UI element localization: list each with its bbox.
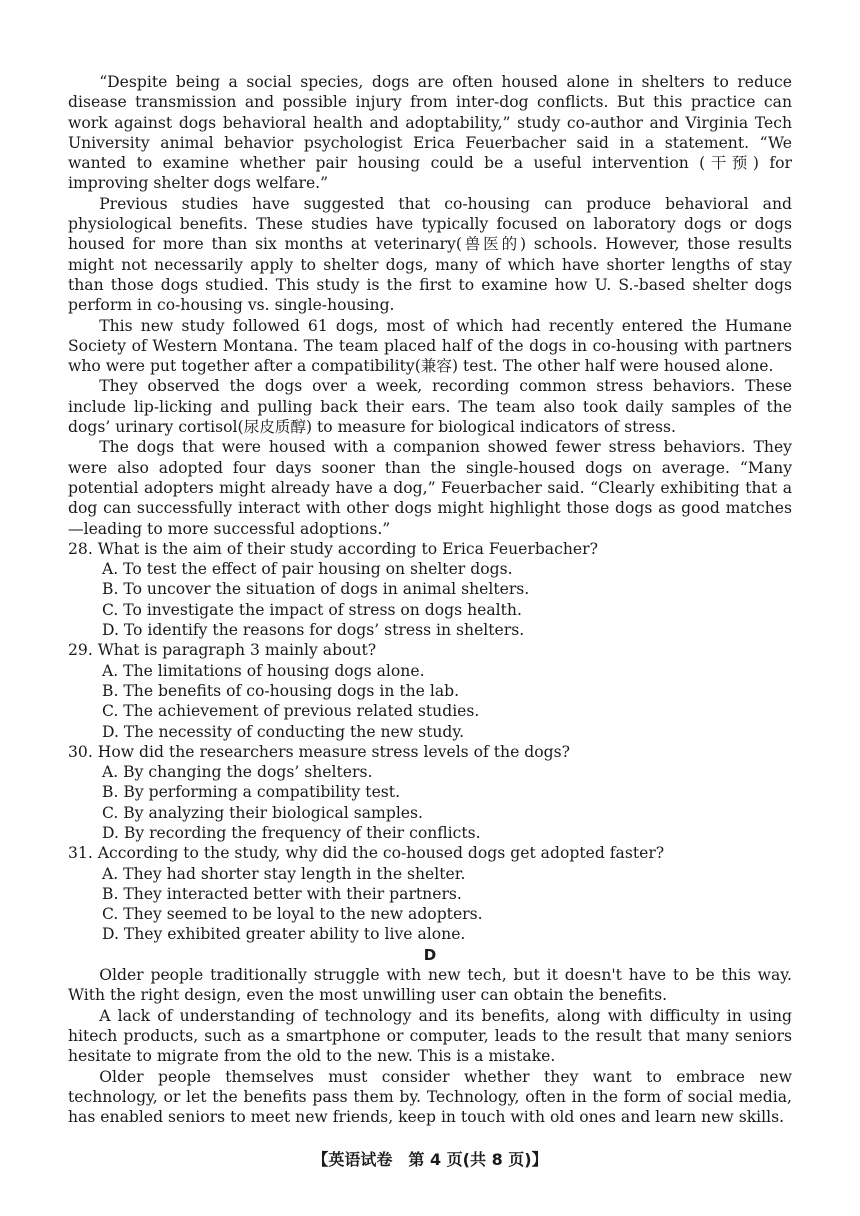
- question-30: [68, 742, 792, 843]
- answer-option: A. They had shorter stay length in the shelter.: [102, 864, 466, 883]
- answer-option: C. By analyzing their biological samples.: [102, 803, 423, 822]
- question-29: [68, 640, 792, 741]
- answer-option: D. To identify the reasons for dogs’ stress in shelters.: [102, 621, 525, 640]
- answer-option: D. They exhibited greater ability to live alone.: [102, 925, 466, 944]
- answer-option: D. By recording the frequency of their conflicts.: [102, 823, 481, 842]
- passage-c-paragraph: They observed the dogs over a week, recording common stress behaviors. These include lip-licking and pulling back their ears. The team also took daily samples of the dogs’ urinary cortisol(尿皮质醇) to measure for biological indicators of stress.: [68, 377, 792, 437]
- passage-c-paragraph: “Despite being a social species, dogs are often housed alone in shelters to reduce disease transmission and possible injury from inter-dog conflicts. But this practice can work against dogs behavioral health and adoptability,” study co-author and Virginia Tech University animal behavior psychologist Erica Feuerbacher said in a statement. “We wanted to examine whether pair housing could be a useful intervention (干预) for improving shelter dogs welfare.”: [68, 73, 792, 193]
- exam-page: [68, 72, 792, 1127]
- passage-c-paragraph: Previous studies have suggested that co-housing can produce behavioral and physiological benefits. These studies have typically focused on laboratory dogs or dogs housed for more than six months at veterinary(兽医的) schools. However, those results might not necessarily apply to shelter dogs, many of which have shorter lengths of stay than those dogs studied. This study is the first to examine how U. S.-based shelter dogs perform in co-housing vs. single-housing.: [68, 194, 792, 315]
- answer-option: A. The limitations of housing dogs alone.: [102, 661, 425, 680]
- answer-option: A. By changing the dogs’ shelters.: [102, 763, 373, 782]
- passage-d-paragraph: Older people traditionally struggle with new tech, but it doesn't have to be this way. With the right design, even the most unwilling user can obtain the benefits.: [68, 966, 792, 1005]
- question-31: [68, 843, 792, 944]
- answer-option: B. To uncover the situation of dogs in animal shelters.: [102, 580, 530, 599]
- question-stem: 28. What is the aim of their study according to Erica Feuerbacher?: [68, 539, 598, 558]
- answer-option: C. To investigate the impact of stress on dogs health.: [102, 600, 522, 619]
- section-heading: D: [423, 945, 437, 964]
- answer-option: D. The necessity of conducting the new study.: [102, 722, 465, 741]
- answer-option: C. They seemed to be loyal to the new adopters.: [102, 905, 483, 924]
- page-footer: 【英语试卷 第 4 页(共 8 页)】: [312, 1150, 548, 1169]
- question-stem: 31. According to the study, why did the co-housed dogs get adopted faster?: [68, 844, 665, 863]
- answer-option: B. They interacted better with their partners.: [102, 884, 462, 903]
- passage-c-paragraph: This new study followed 61 dogs, most of which had recently entered the Humane Society of Western Montana. The team placed half of the dogs in co-housing with partners who were put together after a compatibility(兼容) test. The other half were housed alone.: [68, 316, 792, 376]
- answer-option: A. To test the effect of pair housing on shelter dogs.: [102, 560, 513, 579]
- passage-d-paragraph: A lack of understanding of technology and its benefits, along with difficulty in using hitech products, such as a smartphone or computer, leads to the result that many seniors hesitate to migrate from the old to the new. This is a mistake.: [68, 1006, 792, 1066]
- question-28: [68, 539, 792, 640]
- answer-option: B. The benefits of co-housing dogs in the lab.: [102, 681, 460, 700]
- passage-d-paragraph: Older people themselves must consider whether they want to embrace new technology, or let the benefits pass them by. Technology, often in the form of social media, has enabled seniors to meet new friends, keep in touch with old ones and learn new skills.: [68, 1067, 792, 1127]
- answer-option: C. The achievement of previous related studies.: [102, 702, 480, 721]
- question-stem: 30. How did the researchers measure stress levels of the dogs?: [68, 742, 570, 761]
- question-stem: 29. What is paragraph 3 mainly about?: [68, 641, 377, 660]
- passage-c-paragraph: The dogs that were housed with a companion showed fewer stress behaviors. They were also adopted four days sooner than the single-housed dogs on average. “Many potential adopters might already have a dog,” Feuerbacher said. “Clearly exhibiting that a dog can successfully interact with other dogs might highlight those dogs as good matches—leading to more successful adoptions.”: [68, 438, 792, 538]
- answer-option: B. By performing a compatibility test.: [102, 783, 401, 802]
